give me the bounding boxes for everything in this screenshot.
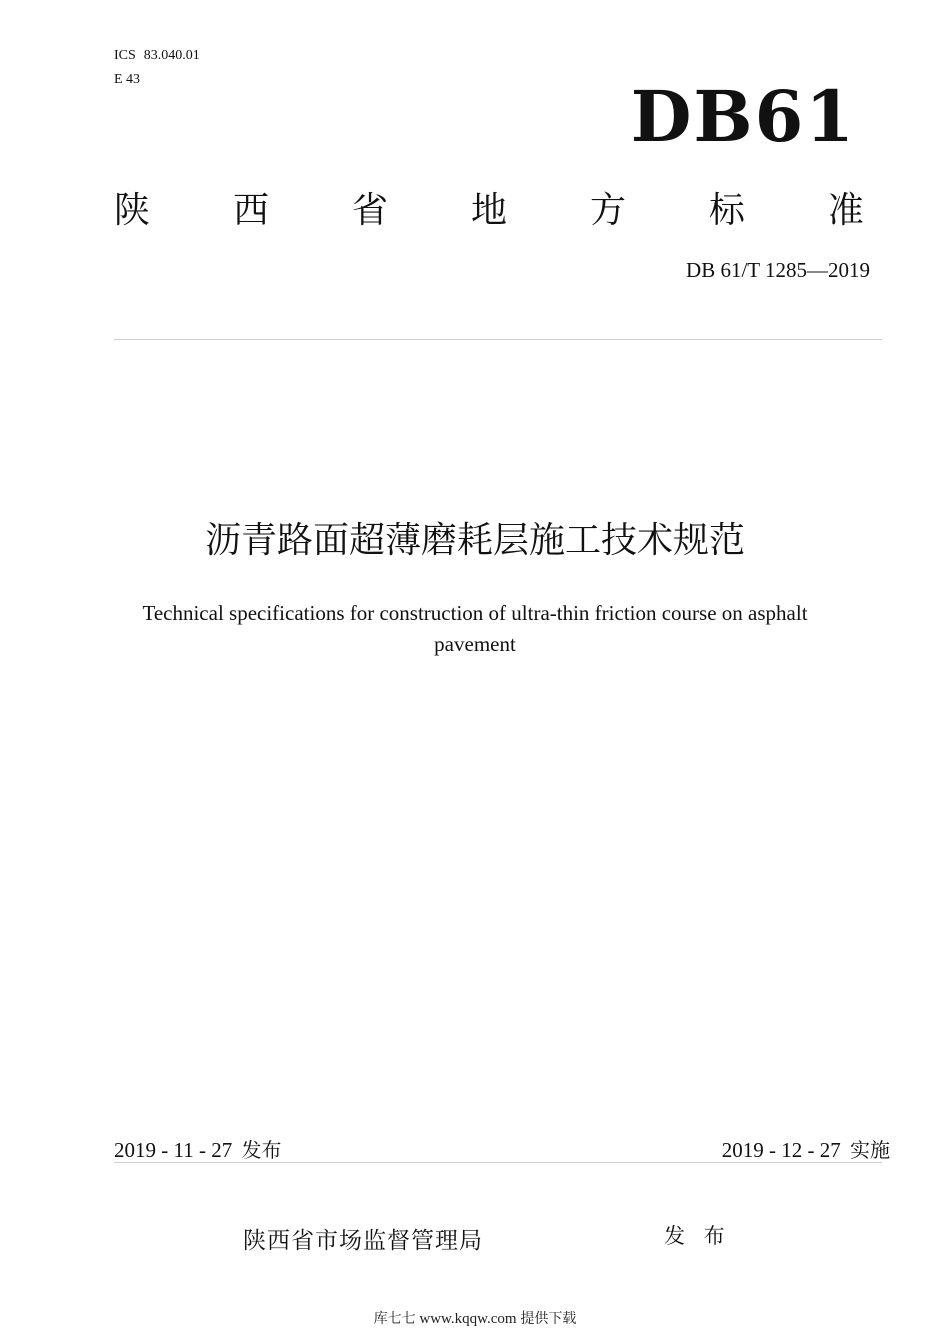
db-code-logo: DB61 [630,75,856,158]
issue-date-value: 2019 - 11 - 27 [114,1138,233,1162]
ics-code: 83.040.01 [143,48,200,63]
footer-url-link[interactable]: www.kqqw.com [419,1311,517,1327]
standard-type-char: 准 [827,190,864,231]
implementation-date-value: 2019 - 12 - 27 [721,1138,841,1162]
implementation-date-label: 实施 [850,1138,890,1162]
title-english-line: Technical specifications for construction of ultra-thin friction course on asphalt [142,601,808,625]
standard-type-char: 地 [470,190,507,231]
issue-date-label: 发布 [241,1138,282,1162]
implementation-date [722,1134,890,1163]
standard-type-char: 标 [708,190,745,231]
header-divider [114,339,882,340]
footer-suffix: 提供下载 [520,1311,577,1327]
footer-prefix: 库七七 [373,1311,416,1327]
issue-date [114,1134,281,1163]
standard-type-char: 陕 [114,190,151,231]
standard-number: DB 61/T 1285—2019 [686,258,870,282]
ccs-code: E 43 [114,72,141,87]
title-english-line: pavement [434,632,516,656]
download-footer [0,1308,950,1328]
dates-divider [114,1162,882,1163]
document-title-english [110,598,840,660]
ics-classification [114,48,200,64]
standard-type-char: 西 [232,190,269,231]
standard-type [114,182,864,233]
standard-type-char: 方 [589,190,626,231]
standard-type-char: 省 [351,190,388,231]
ics-label: ICS [114,48,136,63]
document-title-chinese: 沥青路面超薄磨耗层施工技术规范 [204,520,745,561]
publisher-name: 陕西省市场监督管理局 [243,1228,483,1254]
publish-label: 发 布 [664,1224,731,1248]
